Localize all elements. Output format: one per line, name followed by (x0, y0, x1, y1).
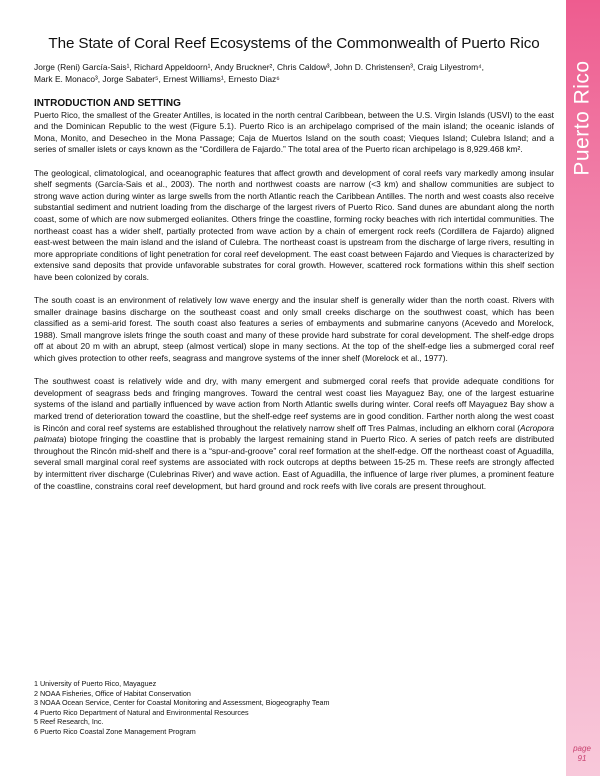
footnote-5: 5 Reef Research, Inc. (34, 717, 104, 727)
species-name: Acropora palmata (34, 422, 554, 445)
footnote-6: 6 Puerto Rico Coastal Zone Management Program (34, 726, 196, 736)
article-body (34, 98, 554, 504)
footnote-2: 2 NOAA Fisheries, Office of Habitat Conservation (34, 688, 191, 698)
page-number-label (568, 744, 596, 764)
paragraph-4-part-a: The southwest coast is relatively wide and dry, with many emergent and submerged coral reefs that provide adequate conditions for development of seagrass beds and fringing mangroves. Toward the central west coast lies Mayaguez Bay, one of the largest estuarine systems of the island and partially influenced by wave action from North Atlantic swells during winter. Coral reefs off Mayaguez Bay show a marked trend of deterioration toward the coastline, but the shelf-edge reef systems are in good condition. Farther north along the west coast is Rincón and coral reef systems are established throughout the relatively narrow shelf off Tres Palmas, including an elkhorn coral ( (34, 376, 554, 433)
footnote-3: 3 NOAA Ocean Service, Center for Coastal Monitoring and Assessment, Biogeography Team (34, 698, 330, 708)
sidebar-band (566, 0, 600, 776)
footnotes (34, 679, 554, 737)
section-heading: INTRODUCTION AND SETTING (34, 98, 181, 109)
paragraph-2: The geological, climatological, and oceanographic features that affect growth and development of coral reefs vary markedly among insular shelf segments (García-Sais et al., 2003). The north and northwest coasts are narrow (<3 km) and shallow communities are subject to strong wave action during winter as large swells from the north Atlantic reach the Caribbean Antilles. The north and west coasts also receive substantial sediment and nutrient loading from the discharge of the largest rivers of Puerto Rico. Sand dunes are abundant along the north coast, some of which are now submerged eolianites. Others fringe the coastline, forming rocky beaches with rich intertidal communities. The northeast coast has a wider shelf, partially protected from wave action by a chain of emergent rock reefs (Cordillera de Fajardo) aligned east-west between the main island and the island of Culebra. The northeast coast is upstream from the discharge of large rivers, resulting in more appropriate conditions of light penetration for coral reef development. The east coast between Fajardo and Vieques is characterized by extensive sand deposits that provide unfavorable substrates for coral growth. However, scattered rock formations within this shelf section have been colonized by corals. (34, 167, 554, 282)
sidebar-title-text: Puerto Rico (571, 60, 594, 176)
footnote-4: 4 Puerto Rico Department of Natural and Environmental Resources (34, 707, 249, 717)
author-list (34, 62, 554, 85)
page-number: 91 (577, 754, 587, 763)
sidebar-title (566, 38, 600, 198)
author-line-2: Mark E. Monaco³, Jorge Sabater⁵, Ernest Williams¹, Ernesto Diaz⁶ (34, 73, 280, 84)
paragraph-4 (34, 376, 554, 492)
paragraph-3: The south coast is an environment of relatively low wave energy and the insular shelf is generally wider than the north coast. Rivers with smaller drainage basins discharge on the southeast coast and only small creeks discharge on the southwest coast, which has been classified as a semi-arid forest. The south coast also features a series of embayments and submarine canyons (Acevedo and Morelock, 1988). Small mangrove islets fringe the south coast and many of these provide hard substrate for coral development. The shelf-edge drops off at about 20 m with an abrupt, steep (almost vertical) slope in many sections. At the top of the shelf-edge lies a submerged coral reef which gives protection to other reefs, seagrass and mangrove systems of the inner shelf (Morelock et al., 1977). (34, 295, 554, 364)
footnote-1: 1 University of Puerto Rico, Mayaguez (34, 679, 157, 688)
page-title: The State of Coral Reef Ecosystems of the Commonwealth of Puerto Rico (48, 35, 540, 52)
paragraph-4-part-b: ) biotope fringing the coastline that is probably the largest remaining stand in Puerto Rico. A series of patch reefs are distributed throughout the Rincón mid-shelf and there is a “spur-and-groove” coral reef formation at the shelf-edge. Off the northeast coast of Aguadilla, several small marginal coral reef systems are associated with rock outcrops at depths between 15-25 m. These reefs are strongly affected by intermittent river discharge (Culebrinas River) and wave action. East of Aguadilla, the influence of large river plumes, a prominent feature of the coastline, constrains coral reef development, but hard ground and rock reefs with live corals are present throughout. (34, 434, 554, 491)
page-word: page (573, 744, 591, 753)
paragraph-1: Puerto Rico, the smallest of the Greater Antilles, is located in the north central Caribbean, between the U.S. Virgin Islands (USVI) to the east and the Dominican Republic to the west (Figure 5.1). Puerto Rico is an archipelago comprised of the main island; the oceanic islands of Mona, Monito, and Desecheo in the Mona Passage; Caja de Muertos Island on the south coast; Vieques Island; Culebra Island; and a series of smaller islets or cays known as the “Cordillera de Fajardo.” The total area of the Puerto rican archipelago is 8,929.468 km². (34, 109, 554, 155)
author-line-1: Jorge (Reni) García-Sais¹, Richard Appeldoorn¹, Andy Bruckner², Chris Caldow³, John D. Christensen³, Craig Lilyestrom⁴, (34, 62, 484, 72)
